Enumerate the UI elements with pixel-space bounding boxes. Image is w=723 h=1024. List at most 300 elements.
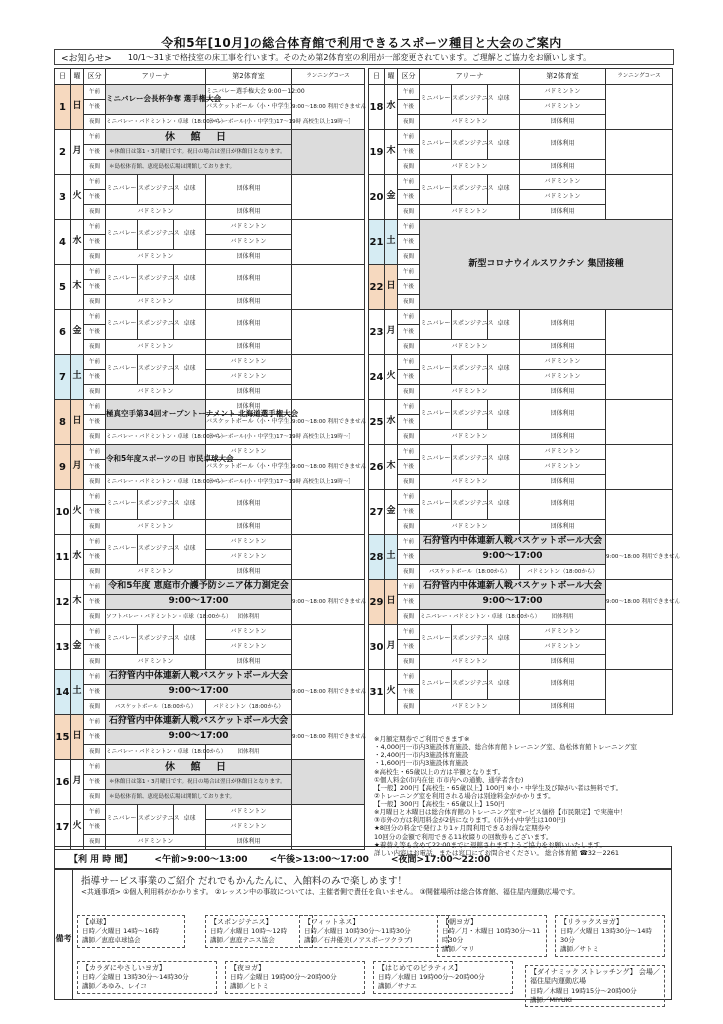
day-number: 2 xyxy=(55,130,71,175)
day-of-week: 土 xyxy=(385,220,398,265)
table-row xyxy=(55,175,365,190)
day-number: 15 xyxy=(55,715,71,760)
day-of-week: 月 xyxy=(385,625,398,670)
period-label: 午後 xyxy=(398,415,420,430)
note-line: ・2,400円一市内3施設体育施設 xyxy=(374,751,469,760)
notice-box xyxy=(54,49,674,65)
day-number: 31 xyxy=(369,670,385,715)
period-label: 午後 xyxy=(84,460,106,475)
arena-night: バドミントン xyxy=(420,205,520,220)
period-label: 夜間 xyxy=(84,115,106,130)
period-label: 午後 xyxy=(398,505,420,520)
day-number: 25 xyxy=(369,400,385,445)
period-label: 午後 xyxy=(84,820,106,835)
class-card xyxy=(77,915,185,948)
arena-minivolley: ミニバレー xyxy=(106,220,138,250)
schedule-table-right xyxy=(368,68,680,715)
day-number: 13 xyxy=(55,625,71,670)
vaccine-note: 新型コロナウイルスワクチン 集団接種 xyxy=(420,220,673,310)
arena-minivolley: ミニバレー xyxy=(420,310,452,340)
day-of-week: 水 xyxy=(71,220,84,265)
gym2-team: 団体利用 xyxy=(206,565,292,580)
gym2-night: 団体利用 xyxy=(520,340,606,355)
class-card xyxy=(225,961,365,994)
fee-notes xyxy=(374,735,672,857)
class-card xyxy=(77,961,217,994)
gym2-badminton: バドミントン xyxy=(520,460,606,475)
class-t: 【朝ヨガ】 xyxy=(442,918,478,926)
day-number: 5 xyxy=(55,265,71,310)
period-label: 夜間 xyxy=(84,295,106,310)
period-label: 夜間 xyxy=(84,610,106,625)
closed-note2: ＊島松体育館、恵庭島松広場は開館しております。 xyxy=(106,790,292,805)
col-dow: 曜 xyxy=(71,69,84,85)
period-label: 午後 xyxy=(398,325,420,340)
arena-night: バドミントン xyxy=(420,655,520,670)
gym2-team: 団体利用 xyxy=(206,655,292,670)
period-label: 夜間 xyxy=(398,385,420,400)
hours-am: <午前>9:00～13:00 xyxy=(154,854,248,865)
gym2-team: 団体利用 xyxy=(206,490,292,520)
running-cell xyxy=(606,445,673,490)
period-label: 夜間 xyxy=(398,475,420,490)
remarks-header: 指導サービス事業のご紹介 だれでもかんたんに、入館料のみで楽しめます！ xyxy=(81,876,408,887)
class-b: 講師／あゆみ、レイコ xyxy=(82,982,147,991)
arena-minivolley: ミニバレー xyxy=(420,130,452,160)
period-label: 午後 xyxy=(84,730,106,745)
class-t: 【卓球】 xyxy=(82,918,110,926)
period-label: 夜間 xyxy=(398,430,420,445)
col-gym2: 第2体育室 xyxy=(206,69,292,85)
arena-minivolley: ミニバレー xyxy=(106,355,138,385)
day-number: 6 xyxy=(55,310,71,355)
gym2-cell: バスケットボール（小・中学生） xyxy=(206,100,292,115)
arena-sponge: スポンジテニス xyxy=(452,445,488,475)
day-of-week: 火 xyxy=(385,670,398,715)
day-number: 30 xyxy=(369,625,385,670)
running-cell xyxy=(606,355,673,400)
closed-note: ＊休館日は第1・3月曜日です。祝日の場合は翌日が休館日となります。 xyxy=(106,145,292,160)
class-a: 日時／火曜日 14時～16時 xyxy=(82,927,160,936)
table-row xyxy=(55,490,365,505)
table-row xyxy=(369,670,673,685)
table-row xyxy=(369,355,673,370)
period-label: 午前 xyxy=(398,400,420,415)
hours-pm: <午後>13:00～17:00 xyxy=(269,854,369,865)
class-b: 講師／MIYUKI xyxy=(530,995,572,1004)
arena-sponge: スポンジテニス xyxy=(452,175,488,205)
period-label: 午前 xyxy=(398,670,420,685)
period-label: 夜間 xyxy=(84,250,106,265)
table-row xyxy=(369,175,673,190)
table-row xyxy=(55,400,365,415)
note-line: ※高校生・65歳以上の方は半額となります。 xyxy=(374,767,505,776)
note-line: ・4,000円一市内3施設体育施設、総合体育館トレーニング室、島松体育館トレーニング室 xyxy=(374,743,637,752)
arena-night: バドミントン xyxy=(106,205,206,220)
period-label: 午前 xyxy=(398,130,420,145)
period-label: 午後 xyxy=(84,325,106,340)
class-a: 日時／金曜日 19時00分～20時00分 xyxy=(230,973,337,982)
period-label: 夜間 xyxy=(398,610,420,625)
arena-minivolley: ミニバレー xyxy=(420,670,452,700)
period-label: 午前 xyxy=(84,130,106,145)
running-cell xyxy=(606,130,673,175)
table-row xyxy=(369,220,673,235)
period-label: 午後 xyxy=(84,415,106,430)
arena-sponge: スポンジテニス xyxy=(138,310,174,340)
arena-minivolley: ミニバレー xyxy=(106,175,138,205)
day-number: 17 xyxy=(55,805,71,850)
event-name: 令和5年度スポーツの日 市民卓球大会 xyxy=(106,445,206,475)
arena-minivolley: ミニバレー xyxy=(420,85,452,115)
gym2-night: 団体利用 xyxy=(520,520,606,535)
period-label: 午前 xyxy=(84,715,106,730)
day-of-week: 日 xyxy=(71,400,84,445)
running-cell xyxy=(292,265,365,310)
period-label: 午後 xyxy=(84,775,106,790)
gym2-night: バドミントン（18:00から） xyxy=(206,700,292,715)
period-label: 午前 xyxy=(398,355,420,370)
note-line: ③市外の方は利用料金が2倍になります。(市外小/中学生は100円) xyxy=(374,816,566,825)
running-note: 9:00～18:00 利用できません xyxy=(606,535,673,580)
arena-night: ミニバレー・バドミントン・卓球（18:00から） xyxy=(106,115,206,130)
period-label: 午前 xyxy=(398,265,420,280)
arena-sponge: スポンジテニス xyxy=(452,625,488,655)
day-number: 20 xyxy=(369,175,385,220)
arena-sponge: スポンジテニス xyxy=(138,535,174,565)
remarks-common: <共通事項> ①個人利用料がかかります。 ②レッスン中の事故については、主催者側で責任を負いません。 ③開催場所は総合体育館、福住屋内運動広場です。 xyxy=(81,888,580,896)
period-label: 夜間 xyxy=(84,520,106,535)
running-cell xyxy=(606,670,673,715)
day-of-week: 金 xyxy=(71,310,84,355)
arena-sponge: スポンジテニス xyxy=(452,85,488,115)
table-row xyxy=(55,445,365,460)
day-number: 8 xyxy=(55,400,71,445)
arena-sponge: スポンジテニス xyxy=(138,175,174,205)
gym2-team: 団体利用 xyxy=(206,385,292,400)
gym2-team: 団体利用 xyxy=(206,835,292,850)
period-label: 夜間 xyxy=(84,205,106,220)
day-number: 28 xyxy=(369,535,385,580)
day-number: 19 xyxy=(369,130,385,175)
arena-minivolley: ミニバレー xyxy=(106,310,138,340)
gym2-night: 団体利用 xyxy=(206,295,292,310)
arena-minivolley: ミニバレー xyxy=(106,265,138,295)
gym2-cell: バドミントン xyxy=(206,445,292,460)
running-cell xyxy=(292,175,365,220)
gym2-team: 団体利用 xyxy=(520,400,606,430)
arena-night: ミニバレー・バドミントン・卓球（18:00から） xyxy=(106,745,206,760)
arena-night: バドミントン xyxy=(106,565,206,580)
day-of-week: 火 xyxy=(71,490,84,535)
table-row xyxy=(369,490,673,505)
arena-night: バドミントン xyxy=(106,835,206,850)
gym2-night: 団体利用 xyxy=(206,520,292,535)
class-t: 【はじめてのピラティス】 xyxy=(378,964,462,972)
col-running: ランニングコース xyxy=(606,69,673,85)
period-label: 午前 xyxy=(84,625,106,640)
gym2-badminton: バドミントン xyxy=(520,640,606,655)
col-day: 日 xyxy=(369,69,385,85)
header-row xyxy=(369,69,673,85)
period-label: 夜間 xyxy=(84,790,106,805)
table-row xyxy=(55,760,365,775)
class-card xyxy=(299,915,449,948)
period-label: 夜間 xyxy=(84,385,106,400)
period-label: 午後 xyxy=(84,505,106,520)
period-label: 午前 xyxy=(84,85,106,100)
arena-night: バドミントン xyxy=(106,520,206,535)
event-name: 石狩管内中体連新人戦バスケットボール大会 xyxy=(420,580,606,595)
note-line: 【一般】200円【高校生・65歳以上】100円 ※小・中学生及び障がい者は無料です。 xyxy=(374,783,623,792)
day-number: 9 xyxy=(55,445,71,490)
day-number: 29 xyxy=(369,580,385,625)
running-cell xyxy=(606,400,673,445)
arena-night: バスケットボール（18:00から） xyxy=(106,700,206,715)
day-of-week: 土 xyxy=(71,670,84,715)
day-of-week: 日 xyxy=(71,85,84,130)
col-arena: アリーナ xyxy=(106,69,206,85)
day-of-week: 金 xyxy=(385,175,398,220)
class-t: 【夜ヨガ】 xyxy=(230,964,266,972)
gym2-night: 団体利用 xyxy=(520,610,606,625)
class-a: 日時／火曜日 13時30分～14時30分 xyxy=(560,927,652,945)
table-row xyxy=(369,580,673,595)
period-label: 午前 xyxy=(84,670,106,685)
period-label: 午後 xyxy=(398,100,420,115)
table-row xyxy=(55,670,365,685)
gym2-badminton: バドミントン xyxy=(206,220,292,235)
day-number: 23 xyxy=(369,310,385,355)
class-a: 日時／金曜日 13時30分～14時30分 xyxy=(82,973,189,982)
period-label: 午後 xyxy=(398,190,420,205)
day-of-week: 月 xyxy=(71,760,84,805)
gym2-team: 団体利用 xyxy=(206,310,292,340)
col-day: 日 xyxy=(55,69,71,85)
running-note: 9:00～18:00 利用できません xyxy=(292,670,365,715)
closed-label: 休 館 日 xyxy=(106,130,292,145)
class-a: 日時／水曜日 10時～12時 xyxy=(210,927,288,936)
arena-sponge: スポンジテニス xyxy=(452,400,488,430)
closed-label: 休 館 日 xyxy=(106,760,292,775)
period-label: 午後 xyxy=(398,370,420,385)
class-a: 日時／木曜日 19時15分～20時00分 xyxy=(530,986,637,995)
table-row xyxy=(369,535,673,550)
day-number: 4 xyxy=(55,220,71,265)
table-row xyxy=(55,85,365,100)
day-of-week: 日 xyxy=(71,715,84,760)
period-label: 午前 xyxy=(398,175,420,190)
arena-sponge: スポンジテニス xyxy=(138,625,174,655)
arena-table-tennis: 卓球 xyxy=(488,355,520,385)
day-of-week: 日 xyxy=(385,580,398,625)
note-line: ※月曜日と木曜日は総合体育館のトレーニング室サービス価格【市民限定】で実施中！ xyxy=(374,808,627,817)
arena-night: バドミントン xyxy=(106,385,206,400)
gym2-badminton: バドミントン xyxy=(206,235,292,250)
arena-night: バドミントン xyxy=(420,115,520,130)
period-label: 午後 xyxy=(84,100,106,115)
running-cell xyxy=(292,805,365,850)
period-label: 午前 xyxy=(398,535,420,550)
day-number: 27 xyxy=(369,490,385,535)
table-row xyxy=(55,805,365,820)
gym2-badminton: バドミントン xyxy=(206,640,292,655)
running-cell xyxy=(292,355,365,400)
gym2-night: バドミントン（18:00から） xyxy=(520,565,606,580)
notice-text: 10/1～31まで格技室の床工事を行います。そのため第2体育室の利用が一部変更されています。ご理解とご協力をお願いします。 xyxy=(127,52,592,62)
table-row xyxy=(55,625,365,640)
arena-minivolley: ミニバレー xyxy=(420,175,452,205)
period-label: 午後 xyxy=(84,235,106,250)
running-cell xyxy=(292,130,365,175)
gym2-team: 団体利用 xyxy=(520,490,606,520)
gym2-team: 団体利用 xyxy=(520,205,606,220)
arena-sponge: スポンジテニス xyxy=(138,265,174,295)
arena-table-tennis: 卓球 xyxy=(488,400,520,430)
closed-note: ＊休館日は第1・3月曜日です。祝日の場合は翌日が休館日となります。 xyxy=(106,775,292,790)
note-line: ★8回分の料金で発行より1ヶ月間利用できるお得な定期券や xyxy=(374,824,551,833)
period-label: 午前 xyxy=(84,805,106,820)
period-label: 夜間 xyxy=(84,475,106,490)
period-label: 午後 xyxy=(84,190,106,205)
class-b: 講師／ヒトミ xyxy=(230,982,269,991)
arena-table-tennis: 卓球 xyxy=(488,310,520,340)
page-title: 令和5年[10月]の総合体育館で利用できるスポーツ種目と大会のご案内 xyxy=(161,36,562,50)
gym2-badminton: バドミントン xyxy=(206,805,292,820)
class-card xyxy=(555,915,665,957)
gym2-badminton: バドミントン xyxy=(206,535,292,550)
col-arena: アリーナ xyxy=(420,69,520,85)
gym2-note: ［バレーボール(小・中学生)17～19時 高校生以上19時～］ xyxy=(206,115,292,130)
arena-night: バドミントン xyxy=(420,430,520,445)
period-label: 夜間 xyxy=(398,115,420,130)
period-label: 午後 xyxy=(398,595,420,610)
arena-night: バドミントン xyxy=(420,520,520,535)
arena-sponge: スポンジテニス xyxy=(138,355,174,385)
class-a: 日時／水曜日 10時30分～11時30分 xyxy=(304,927,411,936)
day-of-week: 木 xyxy=(71,580,84,625)
event-name: 石狩管内中体連新人戦バスケットボール大会 xyxy=(106,670,292,685)
day-number: 10 xyxy=(55,490,71,535)
day-of-week: 土 xyxy=(385,535,398,580)
class-t: 【フィットネス】 xyxy=(304,918,360,926)
gym2-team: 団体利用 xyxy=(520,475,606,490)
hours-night: <夜間>17:00～22:00 xyxy=(390,854,491,865)
period-label: 午前 xyxy=(398,85,420,100)
gym2-cell: ミニバレー選手権大会 9:00～12:00 xyxy=(206,85,292,100)
class-b: 講師／恵庭テニス協会 xyxy=(210,936,275,945)
gym2-team: 団体利用 xyxy=(520,670,606,700)
arena-sponge: スポンジテニス xyxy=(138,805,174,835)
day-number: 16 xyxy=(55,760,71,805)
arena-night: バドミントン xyxy=(106,655,206,670)
day-number: 7 xyxy=(55,355,71,400)
arena-night: バドミントン xyxy=(420,160,520,175)
event-time: 9:00～17:00 xyxy=(106,595,292,610)
running-note: 9:00～18:00 利用できません xyxy=(292,85,365,130)
arena-table-tennis: 卓球 xyxy=(488,85,520,115)
day-of-week: 日 xyxy=(385,265,398,310)
arena-sponge: スポンジテニス xyxy=(452,490,488,520)
period-label: 午前 xyxy=(398,580,420,595)
arena-minivolley: ミニバレー xyxy=(420,400,452,430)
period-label: 夜間 xyxy=(84,835,106,850)
gym2-team: 団体利用 xyxy=(520,310,606,340)
period-label: 夜間 xyxy=(84,160,106,175)
running-cell xyxy=(292,220,365,265)
arena-table-tennis: 卓球 xyxy=(488,445,520,475)
period-label: 夜間 xyxy=(84,655,106,670)
arena-table-tennis: 卓球 xyxy=(174,535,206,565)
class-card xyxy=(437,915,547,957)
day-of-week: 木 xyxy=(385,130,398,175)
running-note: 9:00～18:00 利用できません xyxy=(292,445,365,490)
period-label: 夜間 xyxy=(398,205,420,220)
table-row xyxy=(55,535,365,550)
period-label: 午前 xyxy=(398,445,420,460)
gym2-badminton: バドミントン xyxy=(520,370,606,385)
arena-table-tennis: 卓球 xyxy=(488,130,520,160)
day-of-week: 水 xyxy=(385,400,398,445)
arena-table-tennis: 卓球 xyxy=(488,670,520,700)
period-label: 午前 xyxy=(398,310,420,325)
table-row xyxy=(55,220,365,235)
running-cell xyxy=(606,310,673,355)
col-period: 区分 xyxy=(84,69,106,85)
gym2-note: ［バレーボール(小・中学生)17～19時 高校生以上19時～］ xyxy=(206,475,292,490)
hours-bar xyxy=(54,846,672,870)
arena-night: ソフトバレー・バドミントン・卓球（18:00から） xyxy=(106,610,206,625)
table-row xyxy=(55,265,365,280)
period-label: 夜間 xyxy=(398,340,420,355)
header-row xyxy=(55,69,365,85)
event-time: 9:00～17:00 xyxy=(106,730,292,745)
class-t: 【カラダにやさしいヨガ】 xyxy=(82,964,166,972)
period-label: 午前 xyxy=(398,625,420,640)
period-label: 午後 xyxy=(398,460,420,475)
gym2-night: 団体利用 xyxy=(520,700,606,715)
arena-night: バドミントン xyxy=(106,250,206,265)
period-label: 午後 xyxy=(398,280,420,295)
arena-sponge: スポンジテニス xyxy=(138,490,174,520)
event-name: ミニバレー会長杯争奪 選手権大会 xyxy=(106,85,206,115)
day-of-week: 月 xyxy=(71,130,84,175)
period-label: 午前 xyxy=(84,445,106,460)
arena-table-tennis: 卓球 xyxy=(174,490,206,520)
period-label: 夜間 xyxy=(398,160,420,175)
gym2-team: 団体利用 xyxy=(206,250,292,265)
arena-table-tennis: 卓球 xyxy=(488,175,520,205)
arena-minivolley: ミニバレー xyxy=(420,355,452,385)
table-row xyxy=(55,580,365,595)
day-of-week: 木 xyxy=(71,265,84,310)
running-cell xyxy=(292,490,365,535)
class-card xyxy=(205,915,313,948)
class-b: 講師／恵庭卓球協会 xyxy=(82,936,141,945)
arena-table-tennis: 卓球 xyxy=(174,265,206,295)
note-line: 【一般】300円【高校生・65歳以上】150円 xyxy=(374,800,505,808)
class-card xyxy=(525,965,665,1007)
gym2-badminton: バドミントン xyxy=(206,370,292,385)
gym2-badminton: バドミントン xyxy=(520,445,606,460)
arena-minivolley: ミニバレー xyxy=(106,490,138,520)
running-note: 9:00～18:00 利用できません xyxy=(606,580,673,625)
arena-sponge: スポンジテニス xyxy=(452,355,488,385)
arena-table-tennis: 卓球 xyxy=(174,625,206,655)
event-name: 石狩管内中体連新人戦バスケットボール大会 xyxy=(420,535,606,550)
event-time: 9:00～17:00 xyxy=(106,685,292,700)
day-of-week: 金 xyxy=(385,490,398,535)
